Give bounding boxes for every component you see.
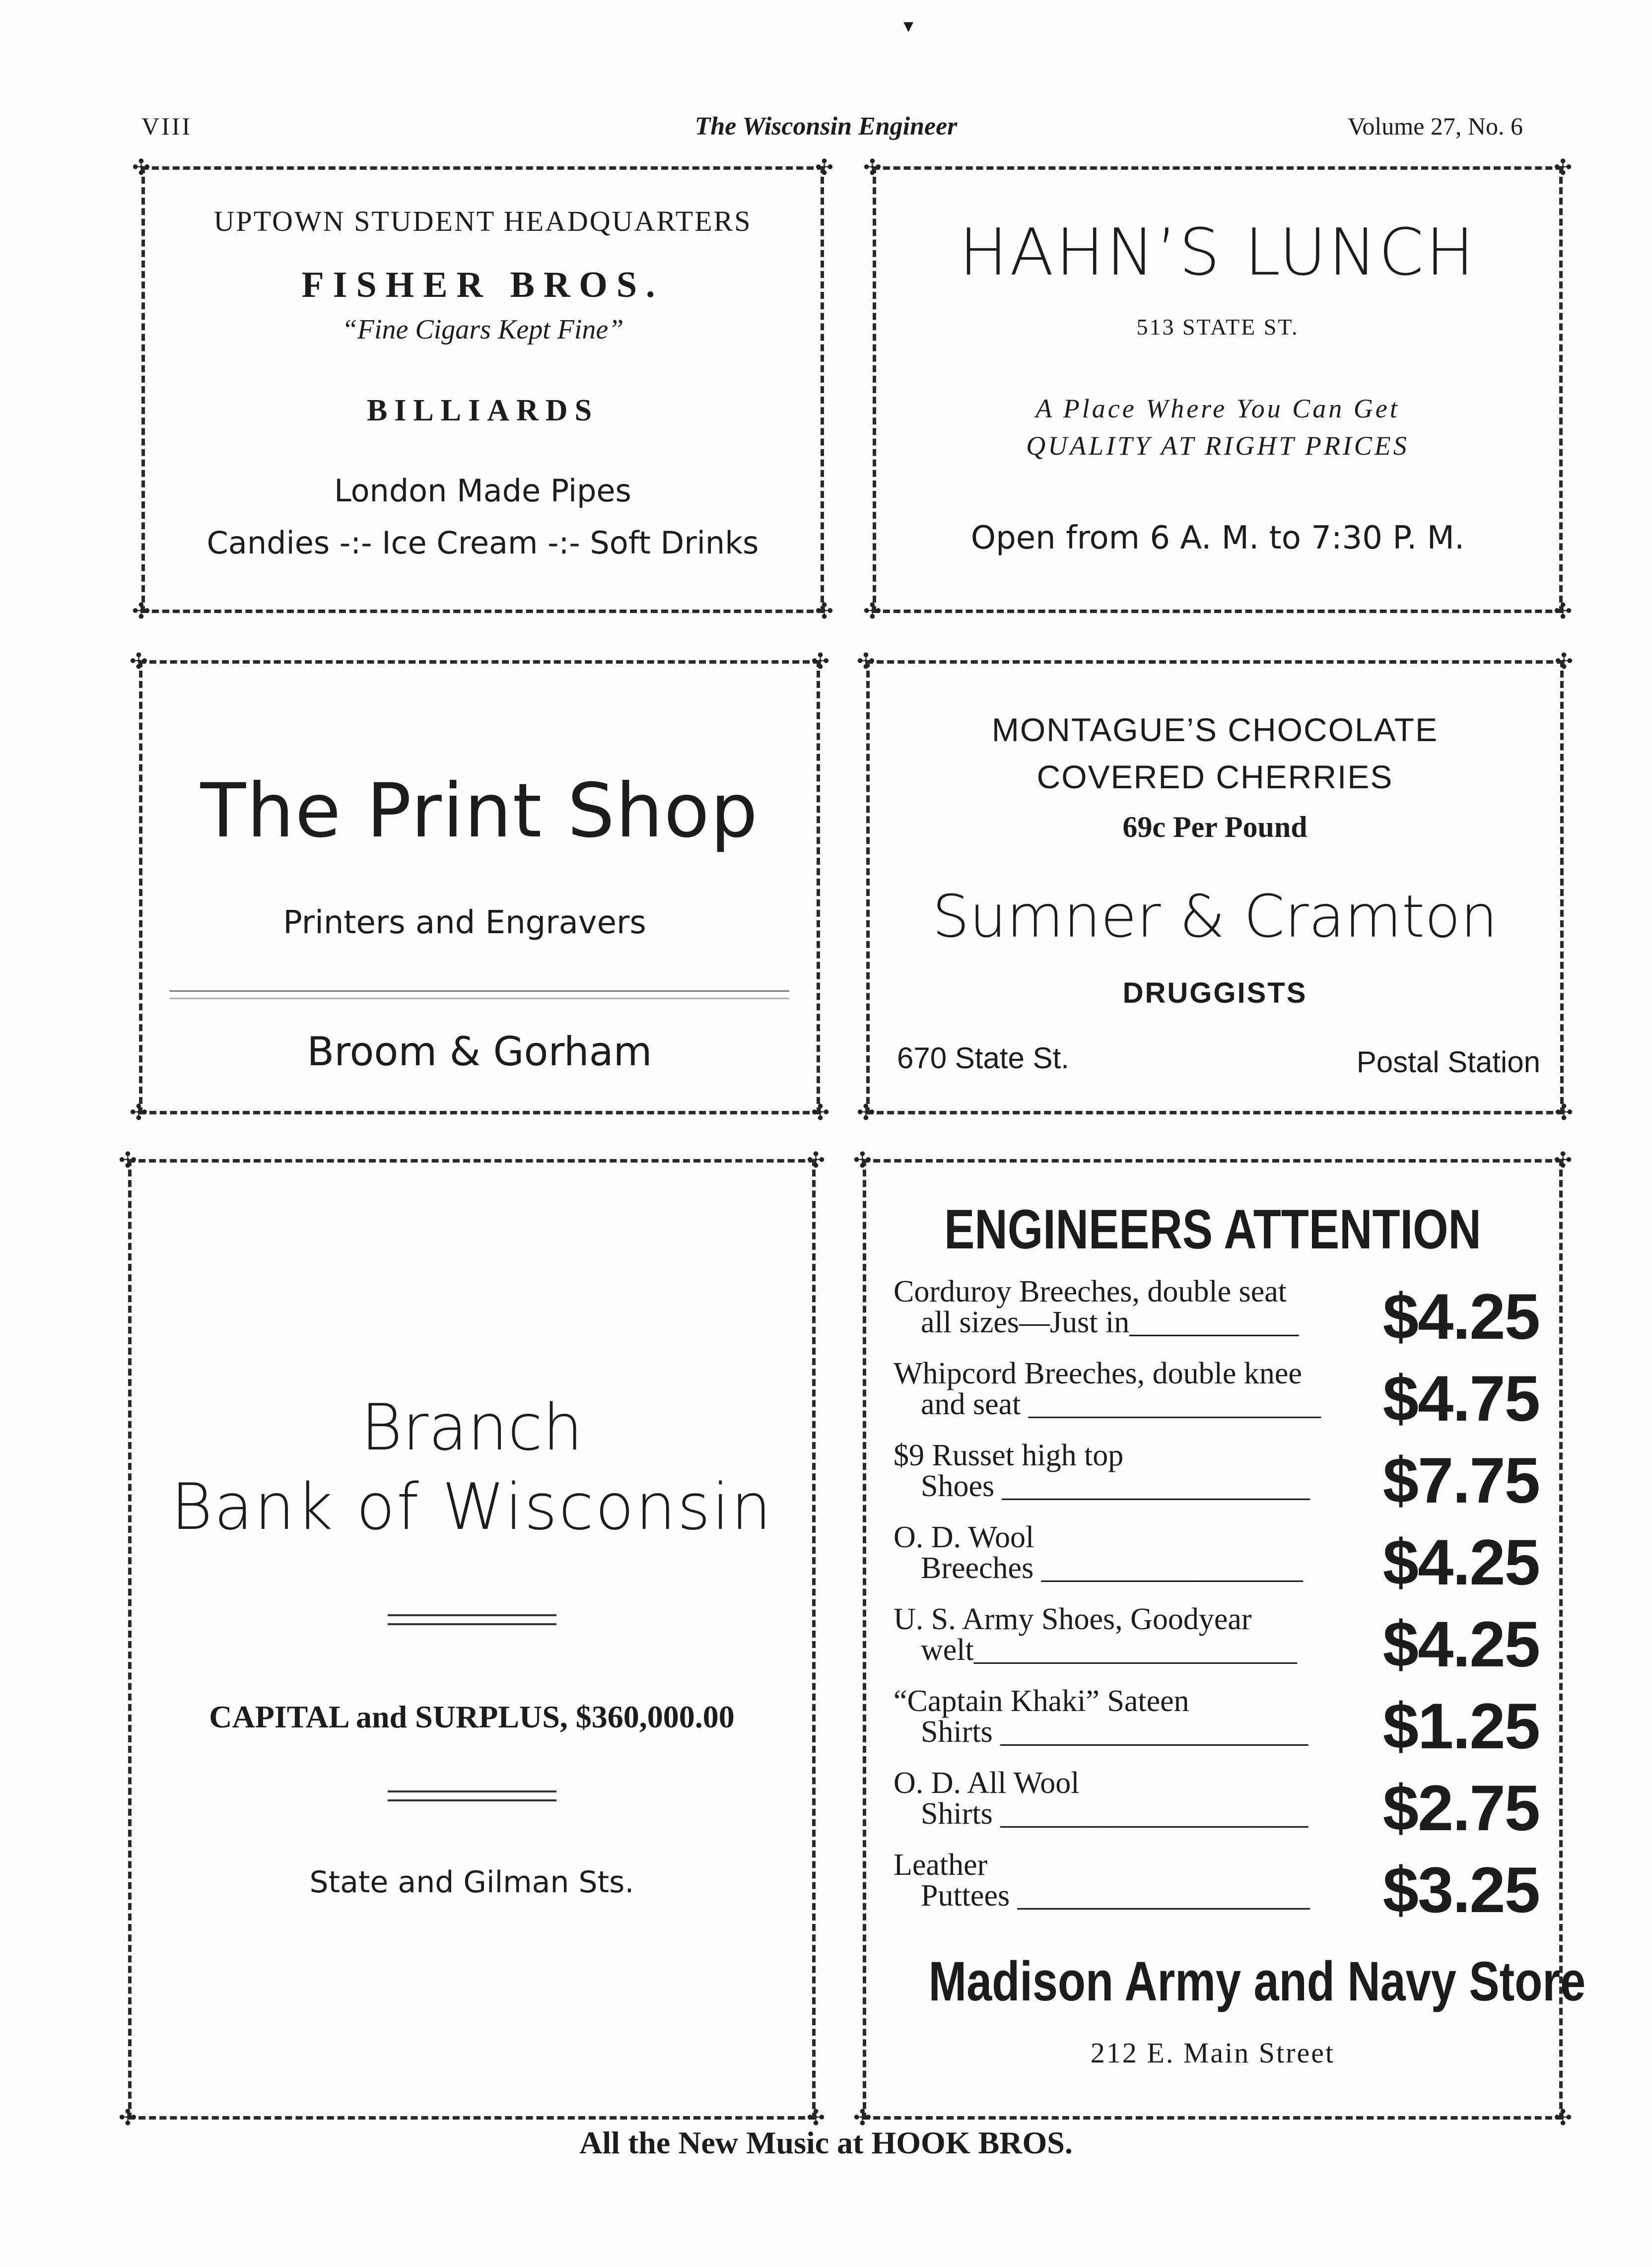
- price-row: [894, 1356, 1539, 1436]
- item-detail: Shirts ____________________: [921, 1715, 1308, 1749]
- item-detail: all sizes—Just in___________: [921, 1305, 1299, 1339]
- corner-ornament-icon: ✣: [815, 155, 833, 180]
- corner-ornament-icon: ✣: [857, 1100, 875, 1125]
- ad-bank-name-line2: Bank of Wisconsin: [171, 1470, 773, 1544]
- ad-headline: UPTOWN STUDENT HEADQUARTERS: [213, 205, 752, 237]
- ad-tagline: QUALITY AT RIGHT PRICES: [1026, 431, 1409, 461]
- item-price: $2.75: [1382, 1772, 1539, 1844]
- ad-army-navy-store: [853, 1148, 1586, 2130]
- corner-ornament-icon: ✣: [863, 155, 882, 180]
- ad-billiards: BILLIARDS: [366, 394, 599, 427]
- corner-ornament-icon: ✣: [811, 1100, 829, 1125]
- item-detail: and seat ___________________: [921, 1387, 1321, 1421]
- corner-ornament-icon: ✣: [807, 1148, 825, 1172]
- ad-capital: CAPITAL and SURPLUS, $360,000.00: [209, 1699, 735, 1734]
- ad-druggists: DRUGGISTS: [1122, 977, 1308, 1009]
- item-description: O. D. Wool: [894, 1520, 1034, 1554]
- item-detail: Shoes ____________________: [921, 1469, 1310, 1503]
- corner-ornament-icon: ✣: [119, 1148, 137, 1172]
- price-row: [894, 1520, 1539, 1599]
- ad-hahns-lunch: [863, 155, 1572, 623]
- item-price: $1.25: [1382, 1690, 1539, 1762]
- item-price: $4.75: [1382, 1362, 1539, 1435]
- corner-ornament-icon: ✣: [815, 599, 833, 623]
- corner-ornament-icon: ✣: [1555, 1100, 1573, 1125]
- corner-ornament-icon: ✣: [863, 599, 882, 623]
- ad-print-shop: [130, 649, 829, 1125]
- ad-headline: MONTAGUE’S CHOCOLATE: [991, 711, 1439, 748]
- item-description: Corduroy Breeches, double seat: [894, 1275, 1287, 1308]
- corner-ornament-icon: ✣: [130, 649, 148, 674]
- price-row: [894, 1848, 1539, 1927]
- item-description: O. D. All Wool: [894, 1766, 1080, 1800]
- corner-ornament-icon: ✣: [130, 1100, 148, 1125]
- item-description: “Captain Khaki” Sateen: [894, 1684, 1189, 1718]
- ad-price: 69c Per Pound: [1122, 811, 1308, 843]
- corner-ornament-icon: ✣: [1554, 1148, 1572, 1172]
- ad-owners: Broom & Gorham: [307, 1029, 652, 1075]
- ad-sumner-cramton: [857, 649, 1573, 1125]
- corner-ornament-icon: ✣: [132, 155, 150, 180]
- price-row: [894, 1766, 1539, 1845]
- ad-fisher-bros: [132, 155, 833, 623]
- item-detail: Breeches _________________: [921, 1551, 1303, 1585]
- footer-ad-line: All the New Music at HOOK BROS.: [579, 2125, 1073, 2160]
- ad-business-name: The Print Shop: [200, 768, 759, 854]
- ad-headline: COVERED CHERRIES: [1036, 758, 1393, 795]
- item-price: $4.25: [1382, 1526, 1539, 1598]
- corner-ornament-icon: ✣: [1554, 155, 1572, 180]
- corner-ornament-icon: ✣: [119, 2106, 137, 2130]
- corner-ornament-icon: ✣: [807, 2106, 825, 2130]
- corner-ornament-icon: ✣: [132, 599, 150, 623]
- ad-store-name: Madison Army and Navy Store: [928, 1950, 1586, 2012]
- volume-label: Volume 27, No. 6: [1347, 112, 1523, 140]
- item-price: $4.25: [1382, 1608, 1539, 1680]
- divider: [170, 990, 789, 999]
- ad-business-name: HAHN’S LUNCH: [959, 214, 1476, 290]
- item-detail: Shirts ____________________: [921, 1797, 1308, 1831]
- price-row: [894, 1602, 1539, 1681]
- item-description: Leather: [894, 1848, 988, 1882]
- corner-ornament-icon: ✣: [1554, 2106, 1572, 2130]
- ad-tagline: A Place Where You Can Get: [1035, 394, 1400, 423]
- ad-address: State and Gilman Sts.: [309, 1865, 634, 1900]
- ad-station: Postal Station: [1356, 1045, 1540, 1079]
- corner-ornament-icon: ✣: [853, 2106, 872, 2130]
- item-description: $9 Russet high top: [894, 1439, 1124, 1472]
- item-price: $3.25: [1382, 1854, 1539, 1926]
- item-price: $7.75: [1382, 1444, 1539, 1516]
- corner-ornament-icon: ✣: [853, 1148, 872, 1172]
- ad-slogan: “Fine Cigars Kept Fine”: [342, 314, 624, 345]
- printer-mark: ▾: [903, 14, 914, 37]
- corner-ornament-icon: ✣: [811, 649, 829, 674]
- ad-headline: ENGINEERS ATTENTION: [944, 1198, 1481, 1260]
- ad-address: 670 State St.: [897, 1041, 1069, 1075]
- ad-address: 513 STATE ST.: [1136, 314, 1299, 340]
- item-detail: welt_____________________: [921, 1633, 1297, 1667]
- ad-items: Candies -:- Ice Cream -:- Soft Drinks: [206, 525, 759, 561]
- ad-subtitle: Printers and Engravers: [283, 904, 646, 941]
- item-price: $4.25: [1382, 1280, 1539, 1353]
- publication-title: The Wisconsin Engineer: [694, 112, 958, 140]
- price-row: [894, 1274, 1539, 1354]
- item-detail: Puttees ___________________: [921, 1879, 1310, 1913]
- corner-ornament-icon: ✣: [1555, 649, 1573, 674]
- item-description: U. S. Army Shoes, Goodyear: [894, 1602, 1252, 1636]
- ad-business-name: Sumner & Cramton: [932, 882, 1498, 951]
- ad-bank-name-line1: Branch: [360, 1391, 583, 1465]
- ad-branch-bank: [119, 1148, 825, 2130]
- double-rule: [388, 1790, 556, 1801]
- price-row: [894, 1438, 1539, 1517]
- corner-ornament-icon: ✣: [1554, 599, 1572, 623]
- ad-pipes: London Made Pipes: [334, 473, 631, 509]
- item-description: Whipcord Breeches, double knee: [894, 1357, 1302, 1390]
- corner-ornament-icon: ✣: [857, 649, 875, 674]
- ad-hours: Open from 6 A. M. to 7:30 P. M.: [970, 520, 1465, 556]
- double-rule: [388, 1614, 556, 1625]
- price-row: [894, 1684, 1539, 1763]
- ad-address: 212 E. Main Street: [1090, 2037, 1335, 2069]
- page-number: VIII: [141, 112, 193, 140]
- ad-business-name: FISHER BROS.: [301, 265, 664, 305]
